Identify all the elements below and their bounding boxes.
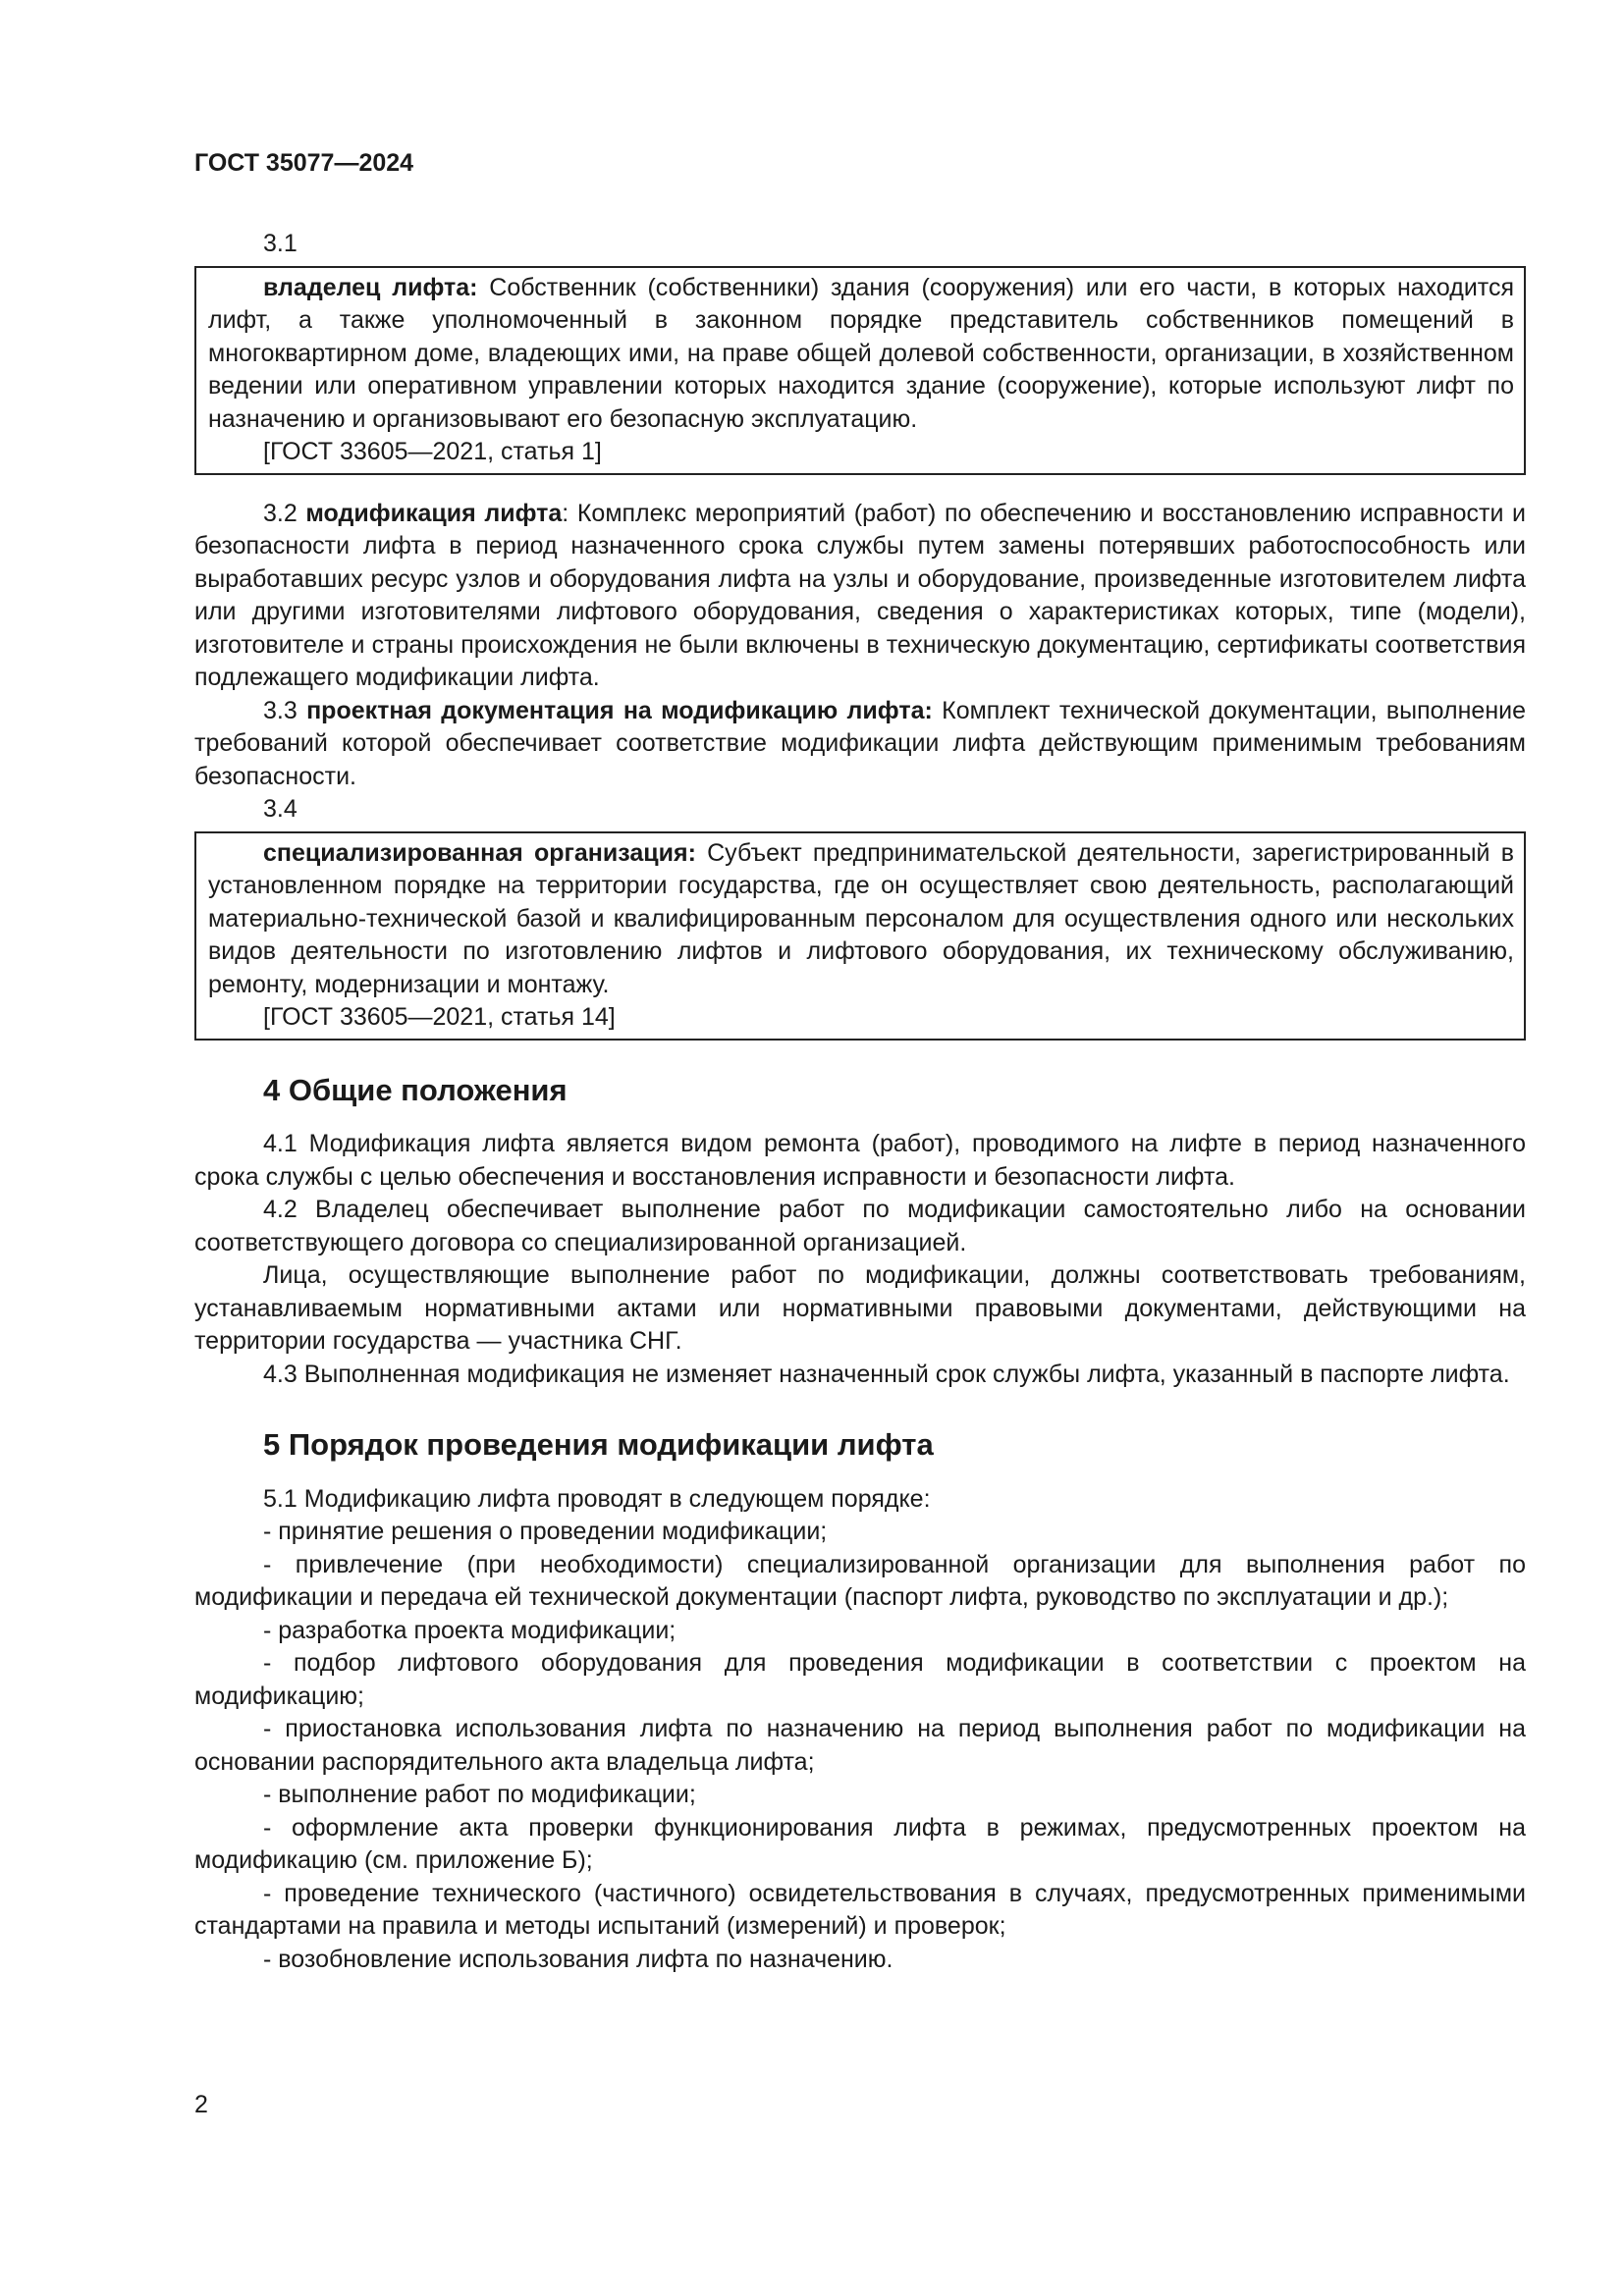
term-3-2-term: модификация лифта <box>305 499 563 527</box>
term-3-3 <box>194 695 1526 794</box>
section-4-title: 4 Общие положения <box>263 1072 568 1107</box>
para-4-3: 4.3 Выполненная модификация не изменяет назначенный срок службы лифта, указанный в паспорте лифта. <box>263 1360 1510 1388</box>
list-item: - привлечение (при необходимости) специализированной организации для выполнения работ по модификации и передача ей технической документации (паспорт лифта, руководство по эксплуатации и др.); <box>194 1550 1526 1611</box>
term-3-3-number: 3.3 <box>263 696 307 724</box>
list-item: - принятие решения о проведении модификации; <box>263 1518 828 1545</box>
list-item: - подбор лифтового оборудования для проведения модификации в соответствии с проектом на модификацию; <box>194 1649 1526 1710</box>
term-3-1-number: 3.1 <box>263 230 298 257</box>
para-5-1: 5.1 Модификацию лифта проводят в следующем порядке: <box>263 1484 931 1513</box>
term-3-4-text <box>208 837 1514 1002</box>
term-3-1-term: владелец лифта: <box>263 273 478 301</box>
procedure-list <box>194 1516 1526 1976</box>
term-3-4-reference: [ГОСТ 33605—2021, статья 14] <box>263 1003 616 1031</box>
section-5-title: 5 Порядок проведения модификации лифта <box>263 1427 934 1462</box>
para-4-2: 4.2 Владелец обеспечивает выполнение работ по модификации самостоятельно либо на основании соответствующего договора со специализированной организацией. <box>194 1196 1526 1256</box>
term-3-4-term: специализированная организация: <box>263 838 696 867</box>
term-3-3-term: проектная документация на модификацию лифта: <box>306 696 933 724</box>
document-header: ГОСТ 35077—2024 <box>194 149 414 177</box>
term-3-2-number: 3.2 <box>263 499 306 527</box>
section-3-terms <box>194 228 1526 1976</box>
page-number: 2 <box>194 2091 208 2118</box>
term-3-1-box <box>194 266 1526 475</box>
list-item: - разработка проекта модификации; <box>263 1616 677 1644</box>
list-item: - приостановка использования лифта по назначению на период выполнения работ по модификации на основании распорядительного акта владельца лифта; <box>194 1715 1526 1776</box>
list-item: - возобновление использования лифта по назначению. <box>263 1945 893 1973</box>
list-item: - оформление акта проверки функционирования лифта в режимах, предусмотренных проектом на модификацию (см. приложение Б); <box>194 1813 1526 1874</box>
list-item: - проведение технического (частичного) освидетельствования в случаях, предусмотренных применимыми стандартами на правила и методы испытаний (измерений) и проверок; <box>194 1879 1526 1940</box>
term-3-3-definition: Комплект технической документации, выполнение требований которой обеспечивает соответствие модификации лифта действующим применимым требованиям безопасности. <box>194 696 1526 790</box>
list-item: - выполнение работ по модификации; <box>263 1781 696 1808</box>
term-3-4-definition: Субъект предпринимательской деятельности, зарегистрированный в установленном порядке на территории государства, где он осуществляет свою деятельность, располагающий материально-технической базой и квалифицированным персоналом для осуществления одного или нескольких видов деятельности по изготовлению лифтов и лифтового оборудования, их техническому обслуживанию, ремонту, модернизации и монтажу. <box>208 838 1514 998</box>
term-3-1-text <box>208 272 1514 437</box>
term-3-4-number: 3.4 <box>263 795 298 823</box>
term-3-2-definition: : Комплекс мероприятий (работ) по обеспечению и восстановлению исправности и безопасности лифта в период назначенного срока службы путем замены потерявших работоспособность или выработавших ресурс узлов и оборудования лифта на узлы и оборудование, произведенные изготовителем лифта или другими изготовителями лифтового оборудования, сведения о характеристиках которых, типе (модели), изготовителе и страны происхождения не были включены в техническую документацию, сертификаты соответствия подлежащего модификации лифта. <box>194 499 1526 691</box>
term-3-1-reference: [ГОСТ 33605—2021, статья 1] <box>263 438 602 465</box>
term-3-2 <box>194 498 1526 695</box>
term-3-4-box <box>194 831 1526 1041</box>
para-4-1: 4.1 Модификация лифта является видом ремонта (работ), проводимого на лифте в период назначенного срока службы с целью обеспечения и восстановления исправности и безопасности лифта. <box>194 1130 1526 1191</box>
para-4-2-persons: Лица, осуществляющие выполнение работ по модификации, должны соответствовать требованиям, устанавливаемым нормативными актами или нормативными правовыми документами, действующими на территории государства — участника СНГ. <box>194 1261 1526 1355</box>
term-3-1-definition: Собственник (собственники) здания (сооружения) или его части, в которых находится лифт, а также уполномоченный в законном порядке представитель собственников помещений в многоквартирном доме, владеющих ими, на праве общей долевой собственности, организации, в хозяйственном ведении или оперативном управлении которых находится здание (сооружение), которые используют лифт по назначению и организовывают его безопасную эксплуатацию. <box>208 273 1514 433</box>
